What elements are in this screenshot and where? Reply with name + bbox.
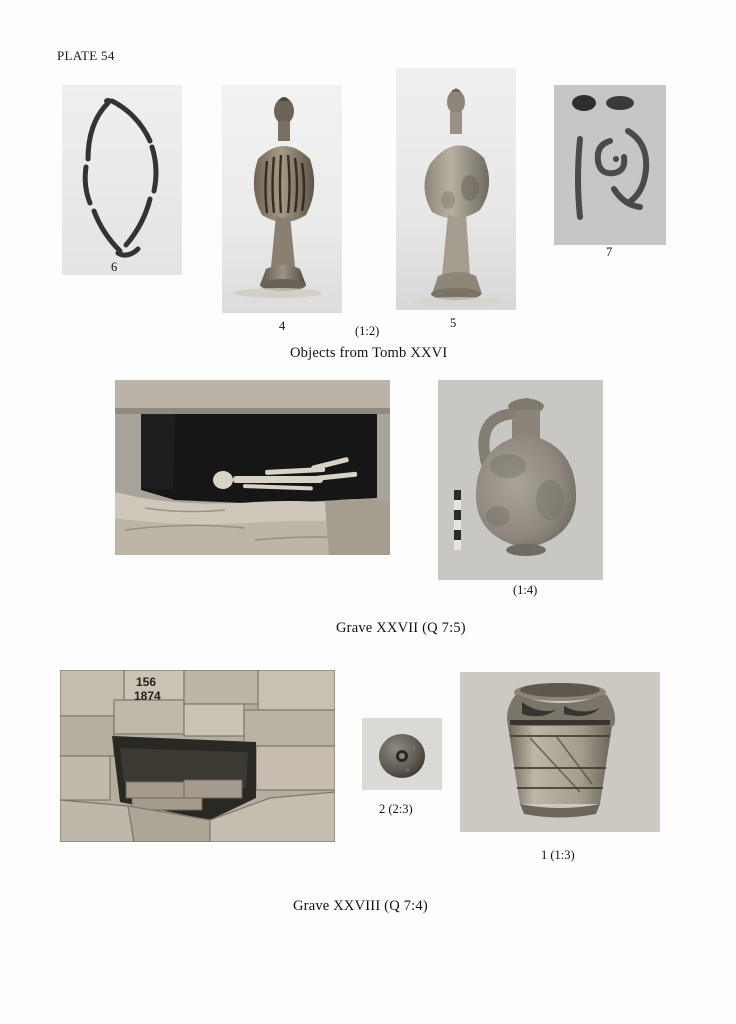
photo-jug bbox=[438, 380, 603, 580]
figure-number-5: 5 bbox=[450, 316, 457, 330]
metal-fragments-icon bbox=[554, 85, 666, 245]
caption-grave-xxviii: Grave XXVIII (Q 7:4) bbox=[293, 898, 428, 914]
caption-tomb-xxvi: Objects from Tomb XXVI bbox=[290, 345, 448, 361]
figure-number-7: 7 bbox=[606, 245, 613, 259]
decorated-jar-icon bbox=[460, 672, 660, 832]
scale-top-group: (1:2) bbox=[355, 324, 380, 338]
photo-spindle-whorl bbox=[362, 718, 442, 790]
photo-fig-7 bbox=[554, 85, 666, 245]
svg-text:156: 156 bbox=[136, 675, 157, 689]
svg-text:1874: 1874 bbox=[134, 689, 161, 703]
photo-grave-xxviii-excavation bbox=[60, 670, 335, 842]
figure-number-whorl: 2 (2:3) bbox=[379, 802, 413, 816]
figure-number-4: 4 bbox=[279, 319, 286, 333]
spindle-whorl-icon bbox=[362, 718, 442, 790]
figure-number-6: 6 bbox=[111, 260, 118, 274]
photo-decorated-jar bbox=[460, 672, 660, 832]
painted-figurine-icon bbox=[222, 85, 342, 313]
plate-label: PLATE 54 bbox=[57, 48, 115, 63]
photo-fig-6 bbox=[62, 85, 182, 275]
photo-fig-5 bbox=[396, 68, 516, 310]
figure-number-jug-scale: (1:4) bbox=[513, 583, 538, 597]
caption-grave-xxvii: Grave XXVII (Q 7:5) bbox=[336, 620, 466, 636]
ceramic-jug-icon bbox=[438, 380, 603, 580]
photo-grave-xxvii-excavation bbox=[115, 380, 390, 555]
stone-tomb-photo-icon bbox=[60, 670, 335, 842]
bronze-ring-icon bbox=[62, 85, 182, 275]
plain-figurine-icon bbox=[396, 68, 516, 310]
excavation-photo-icon bbox=[115, 380, 390, 555]
figure-number-jar: 1 (1:3) bbox=[541, 848, 575, 862]
photo-fig-4 bbox=[222, 85, 342, 313]
